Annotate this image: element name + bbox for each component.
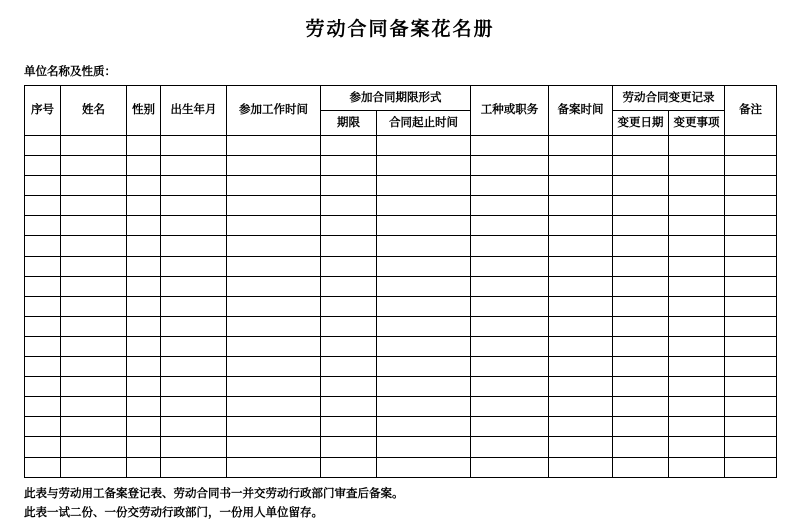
table-row (25, 216, 777, 236)
table-cell[interactable] (471, 316, 549, 336)
table-cell[interactable] (227, 236, 321, 256)
roster-table-wrapper (24, 85, 776, 478)
table-cell[interactable] (161, 216, 227, 236)
table-cell[interactable] (377, 256, 471, 276)
table-cell[interactable] (25, 357, 61, 377)
table-cell[interactable] (669, 216, 725, 236)
table-cell[interactable] (377, 276, 471, 296)
table-cell[interactable] (127, 136, 161, 156)
table-cell[interactable] (613, 397, 669, 417)
table-cell[interactable] (377, 236, 471, 256)
table-cell[interactable] (549, 276, 613, 296)
col-header-contract-term: 期限 (321, 111, 377, 136)
unit-name-label: 单位名称及性质： (24, 66, 116, 78)
table-cell[interactable] (725, 417, 777, 437)
table-cell[interactable] (25, 457, 61, 477)
table-cell[interactable] (669, 196, 725, 216)
table-cell[interactable] (227, 357, 321, 377)
table-cell[interactable] (61, 316, 127, 336)
table-cell[interactable] (161, 437, 227, 457)
table-row (25, 196, 777, 216)
table-cell[interactable] (669, 236, 725, 256)
table-cell[interactable] (321, 357, 377, 377)
table-cell[interactable] (321, 336, 377, 356)
table-cell[interactable] (161, 417, 227, 437)
table-cell[interactable] (127, 437, 161, 457)
table-cell[interactable] (227, 397, 321, 417)
table-row (25, 236, 777, 256)
table-cell[interactable] (127, 377, 161, 397)
table-cell[interactable] (127, 357, 161, 377)
table-cell[interactable] (25, 336, 61, 356)
table-cell[interactable] (61, 397, 127, 417)
table-cell[interactable] (227, 136, 321, 156)
table-cell[interactable] (227, 156, 321, 176)
table-cell[interactable] (61, 156, 127, 176)
table-cell[interactable] (725, 336, 777, 356)
table-cell[interactable] (725, 196, 777, 216)
table-cell[interactable] (25, 397, 61, 417)
table-cell[interactable] (471, 196, 549, 216)
table-cell[interactable] (669, 256, 725, 276)
table-cell[interactable] (227, 457, 321, 477)
table-cell[interactable] (471, 357, 549, 377)
table-cell[interactable] (669, 357, 725, 377)
table-cell[interactable] (613, 417, 669, 437)
table-cell[interactable] (549, 457, 613, 477)
table-cell[interactable] (669, 397, 725, 417)
table-row (25, 256, 777, 276)
table-cell[interactable] (471, 276, 549, 296)
table-cell[interactable] (669, 176, 725, 196)
footnote-2: 此表一试二份、一份交劳动行政部门，一份用人单位留存。 (24, 506, 323, 519)
table-cell[interactable] (549, 397, 613, 417)
table-cell[interactable] (25, 377, 61, 397)
col-header-birth: 出生年月 (161, 86, 227, 136)
col-header-work-start: 参加工作时间 (227, 86, 321, 136)
table-cell[interactable] (669, 156, 725, 176)
table-cell[interactable] (669, 316, 725, 336)
table-cell[interactable] (549, 437, 613, 457)
table-cell[interactable] (61, 336, 127, 356)
table-cell[interactable] (725, 276, 777, 296)
table-cell[interactable] (61, 296, 127, 316)
table-cell[interactable] (161, 357, 227, 377)
table-cell[interactable] (161, 316, 227, 336)
table-cell[interactable] (321, 437, 377, 457)
table-cell[interactable] (25, 176, 61, 196)
table-cell[interactable] (227, 437, 321, 457)
table-cell[interactable] (25, 196, 61, 216)
table-cell[interactable] (725, 296, 777, 316)
footnotes (24, 483, 800, 521)
table-cell[interactable] (161, 336, 227, 356)
table-cell[interactable] (377, 377, 471, 397)
table-cell[interactable] (127, 276, 161, 296)
table-cell[interactable] (321, 196, 377, 216)
table-row (25, 336, 777, 356)
table-cell[interactable] (471, 216, 549, 236)
table-head (25, 86, 777, 136)
table-cell[interactable] (549, 156, 613, 176)
table-cell[interactable] (669, 377, 725, 397)
col-header-change-group: 劳动合同变更记录 (613, 86, 725, 111)
table-row (25, 316, 777, 336)
table-cell[interactable] (227, 256, 321, 276)
table-row (25, 397, 777, 417)
table-cell[interactable] (161, 457, 227, 477)
table-cell[interactable] (725, 156, 777, 176)
table-cell[interactable] (377, 457, 471, 477)
table-cell[interactable] (377, 357, 471, 377)
table-cell[interactable] (61, 377, 127, 397)
table-cell[interactable] (61, 437, 127, 457)
table-cell[interactable] (127, 417, 161, 437)
table-cell[interactable] (669, 276, 725, 296)
table-row (25, 136, 777, 156)
table-cell[interactable] (613, 316, 669, 336)
table-row (25, 276, 777, 296)
col-header-gender: 性别 (127, 86, 161, 136)
table-cell[interactable] (61, 236, 127, 256)
table-cell[interactable] (321, 417, 377, 437)
table-cell[interactable] (321, 156, 377, 176)
table-cell[interactable] (61, 196, 127, 216)
table-cell[interactable] (25, 236, 61, 256)
table-cell[interactable] (161, 276, 227, 296)
table-cell[interactable] (127, 296, 161, 316)
table-cell[interactable] (549, 136, 613, 156)
table-cell[interactable] (227, 336, 321, 356)
table-row (25, 417, 777, 437)
table-cell[interactable] (471, 256, 549, 276)
table-cell[interactable] (227, 316, 321, 336)
table-cell[interactable] (321, 276, 377, 296)
table-cell[interactable] (61, 176, 127, 196)
table-cell[interactable] (377, 336, 471, 356)
table-cell[interactable] (471, 377, 549, 397)
table-cell[interactable] (127, 236, 161, 256)
table-cell[interactable] (25, 417, 61, 437)
table-row (25, 296, 777, 316)
table-row (25, 176, 777, 196)
table-cell[interactable] (127, 196, 161, 216)
table-cell[interactable] (725, 397, 777, 417)
table-cell[interactable] (725, 377, 777, 397)
table-cell[interactable] (161, 377, 227, 397)
table-cell[interactable] (127, 216, 161, 236)
table-cell[interactable] (613, 156, 669, 176)
table-cell[interactable] (321, 136, 377, 156)
table-cell[interactable] (549, 216, 613, 236)
table-cell[interactable] (725, 136, 777, 156)
table-cell[interactable] (725, 316, 777, 336)
table-cell[interactable] (549, 196, 613, 216)
col-header-contract-dates: 合同起止时间 (377, 111, 471, 136)
table-cell[interactable] (127, 316, 161, 336)
table-cell[interactable] (549, 236, 613, 256)
table-cell[interactable] (61, 276, 127, 296)
table-cell[interactable] (471, 417, 549, 437)
table-cell[interactable] (377, 397, 471, 417)
page-title: 劳动合同备案花名册 (305, 19, 495, 40)
table-cell[interactable] (471, 397, 549, 417)
table-cell[interactable] (127, 176, 161, 196)
table-cell[interactable] (549, 417, 613, 437)
table-cell[interactable] (25, 316, 61, 336)
table-cell[interactable] (549, 176, 613, 196)
table-cell[interactable] (549, 336, 613, 356)
table-cell[interactable] (377, 417, 471, 437)
table-cell[interactable] (549, 296, 613, 316)
table-cell[interactable] (377, 216, 471, 236)
table-cell[interactable] (127, 156, 161, 176)
table-cell[interactable] (669, 417, 725, 437)
table-cell[interactable] (613, 457, 669, 477)
table-cell[interactable] (25, 216, 61, 236)
table-cell[interactable] (61, 357, 127, 377)
table-cell[interactable] (61, 136, 127, 156)
table-cell[interactable] (321, 377, 377, 397)
table-header-row-1 (25, 86, 777, 111)
table-cell[interactable] (161, 136, 227, 156)
table-cell[interactable] (549, 256, 613, 276)
table-cell[interactable] (471, 176, 549, 196)
table-cell[interactable] (25, 296, 61, 316)
table-body (25, 136, 777, 478)
table-cell[interactable] (227, 417, 321, 437)
table-cell[interactable] (471, 296, 549, 316)
table-cell[interactable] (61, 417, 127, 437)
table-cell[interactable] (321, 296, 377, 316)
table-cell[interactable] (725, 357, 777, 377)
table-cell[interactable] (25, 276, 61, 296)
table-cell[interactable] (61, 256, 127, 276)
table-cell[interactable] (613, 256, 669, 276)
table-cell[interactable] (227, 296, 321, 316)
table-cell[interactable] (377, 176, 471, 196)
table-cell[interactable] (613, 236, 669, 256)
table-cell[interactable] (725, 176, 777, 196)
table-cell[interactable] (61, 457, 127, 477)
table-cell[interactable] (127, 256, 161, 276)
table-cell[interactable] (161, 176, 227, 196)
col-header-name: 姓名 (61, 86, 127, 136)
table-cell[interactable] (321, 316, 377, 336)
table-cell[interactable] (25, 256, 61, 276)
table-cell[interactable] (161, 156, 227, 176)
table-cell[interactable] (613, 176, 669, 196)
table-cell[interactable] (25, 136, 61, 156)
table-cell[interactable] (549, 357, 613, 377)
table-cell[interactable] (613, 216, 669, 236)
table-cell[interactable] (549, 316, 613, 336)
table-cell[interactable] (377, 196, 471, 216)
table-cell[interactable] (471, 336, 549, 356)
table-cell[interactable] (613, 336, 669, 356)
col-header-record-time: 备案时间 (549, 86, 613, 136)
table-row (25, 357, 777, 377)
table-cell[interactable] (321, 256, 377, 276)
table-row (25, 377, 777, 397)
table-row (25, 156, 777, 176)
table-cell[interactable] (549, 377, 613, 397)
table-cell[interactable] (321, 216, 377, 236)
table-cell[interactable] (227, 176, 321, 196)
table-cell[interactable] (321, 397, 377, 417)
table-cell[interactable] (613, 357, 669, 377)
table-cell[interactable] (377, 437, 471, 457)
table-cell[interactable] (61, 216, 127, 236)
table-cell[interactable] (161, 236, 227, 256)
table-cell[interactable] (471, 156, 549, 176)
table-row (25, 437, 777, 457)
table-cell[interactable] (471, 437, 549, 457)
table-cell[interactable] (669, 136, 725, 156)
table-cell[interactable] (127, 397, 161, 417)
table-cell[interactable] (377, 136, 471, 156)
table-row (25, 457, 777, 477)
table-cell[interactable] (321, 176, 377, 196)
col-header-seq: 序号 (25, 86, 61, 136)
table-cell[interactable] (725, 457, 777, 477)
table-cell[interactable] (227, 276, 321, 296)
table-cell[interactable] (161, 296, 227, 316)
col-header-change-date: 变更日期 (613, 111, 669, 136)
table-cell[interactable] (669, 457, 725, 477)
table-cell[interactable] (227, 377, 321, 397)
table-cell[interactable] (161, 196, 227, 216)
table-cell[interactable] (471, 236, 549, 256)
table-cell[interactable] (161, 256, 227, 276)
table-cell[interactable] (161, 397, 227, 417)
table-cell[interactable] (613, 136, 669, 156)
col-header-job-title: 工种或职务 (471, 86, 549, 136)
table-cell[interactable] (471, 136, 549, 156)
table-cell[interactable] (377, 296, 471, 316)
table-cell[interactable] (471, 457, 549, 477)
table-cell[interactable] (613, 276, 669, 296)
table-cell[interactable] (725, 256, 777, 276)
roster-table (24, 85, 777, 478)
table-cell[interactable] (227, 196, 321, 216)
table-cell[interactable] (725, 216, 777, 236)
table-cell[interactable] (227, 216, 321, 236)
table-cell[interactable] (377, 156, 471, 176)
table-cell[interactable] (669, 437, 725, 457)
table-cell[interactable] (321, 236, 377, 256)
table-cell[interactable] (127, 336, 161, 356)
table-cell[interactable] (613, 377, 669, 397)
col-header-change-item: 变更事项 (669, 111, 725, 136)
table-cell[interactable] (669, 336, 725, 356)
table-cell[interactable] (25, 437, 61, 457)
footnote-1: 此表与劳动用工备案登记表、劳动合同书一并交劳动行政部门审查后备案。 (24, 487, 404, 500)
table-cell[interactable] (127, 457, 161, 477)
table-cell[interactable] (725, 236, 777, 256)
table-cell[interactable] (377, 316, 471, 336)
table-cell[interactable] (613, 196, 669, 216)
col-header-contract-form-group: 参加合同期限形式 (321, 86, 471, 111)
table-cell[interactable] (669, 296, 725, 316)
table-cell[interactable] (613, 437, 669, 457)
table-cell[interactable] (725, 437, 777, 457)
table-cell[interactable] (321, 457, 377, 477)
table-cell[interactable] (25, 156, 61, 176)
col-header-remarks: 备注 (725, 86, 777, 136)
table-cell[interactable] (613, 296, 669, 316)
